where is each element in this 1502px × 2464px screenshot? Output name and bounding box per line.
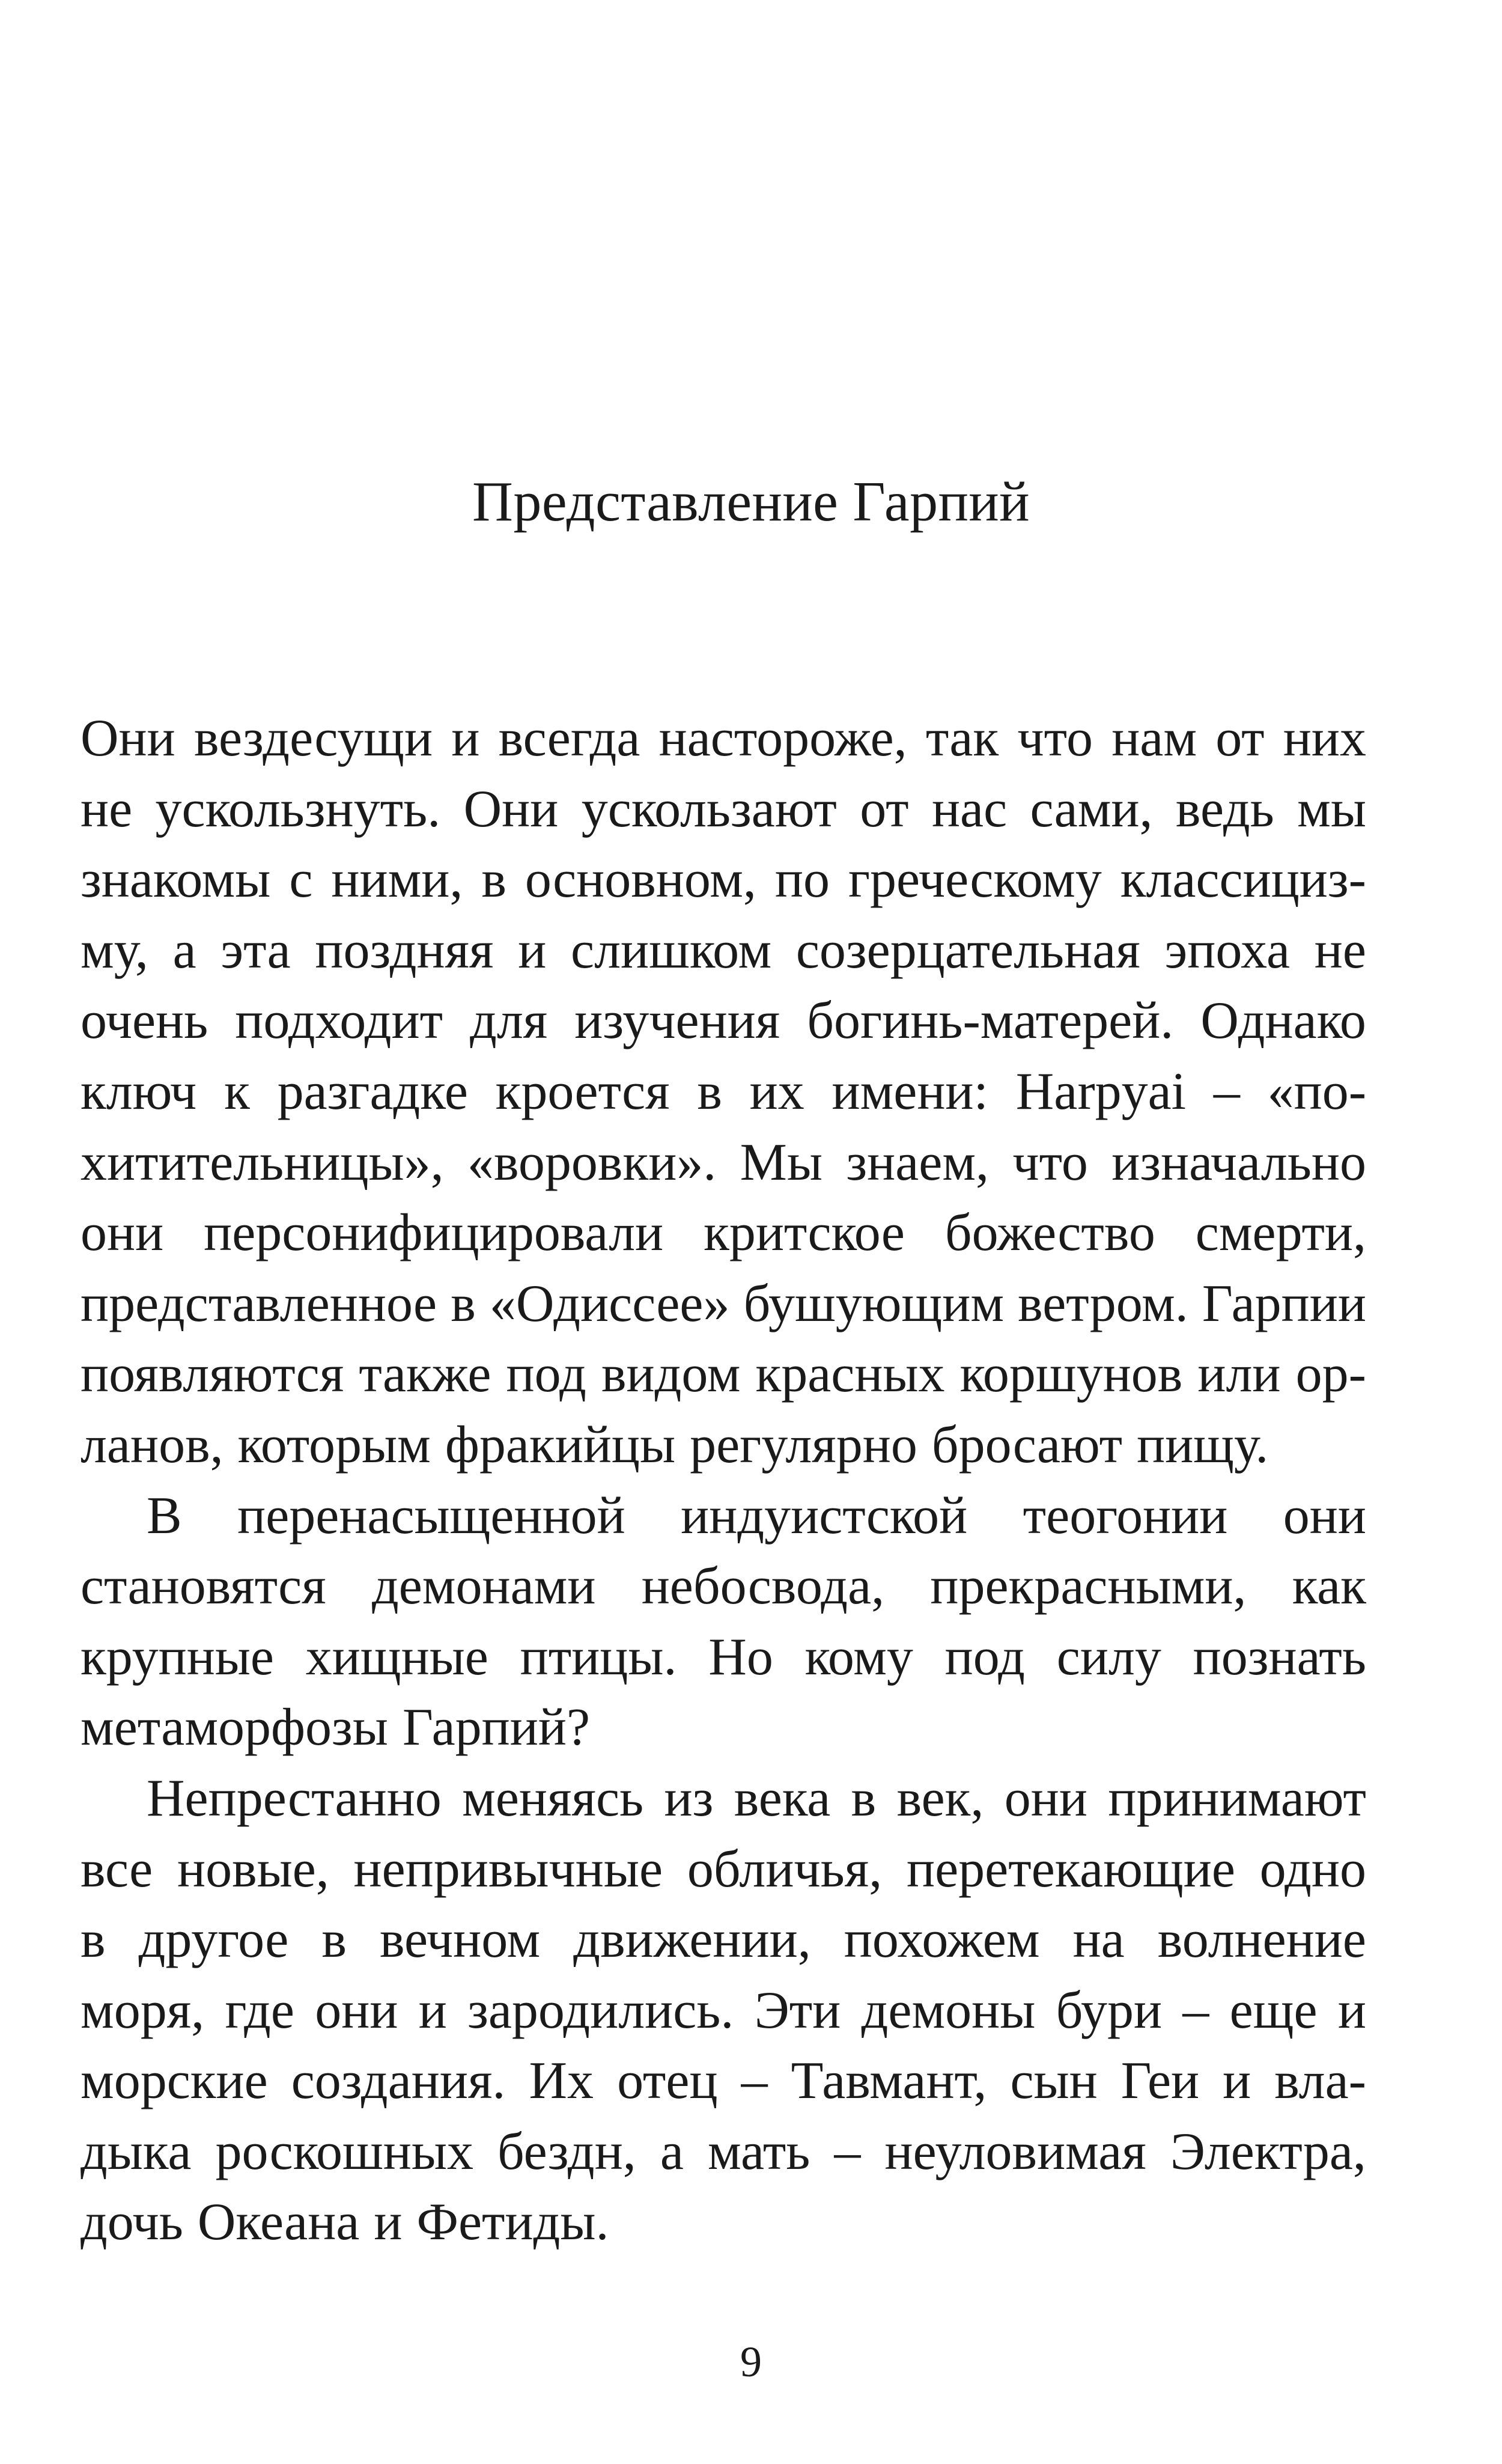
- text-line: [81, 844, 1366, 915]
- word: «по-: [1267, 1062, 1366, 1121]
- text-line: [81, 774, 1366, 845]
- word: ускользают: [581, 779, 837, 838]
- word: перетекающие: [907, 1840, 1235, 1898]
- word: ведь: [1175, 779, 1274, 838]
- word: ор-: [1295, 1345, 1366, 1404]
- word: зародились.: [467, 1981, 734, 2040]
- text-line: [81, 2046, 1366, 2117]
- word: крупные: [81, 1627, 274, 1686]
- text-line: [81, 1975, 1366, 2046]
- word: в: [851, 1769, 877, 1828]
- word: морские: [81, 2052, 268, 2111]
- word: Их: [529, 2052, 594, 2111]
- word: непривычные: [353, 1840, 663, 1898]
- word: пищу.: [1137, 1415, 1269, 1474]
- text-line: [81, 1198, 1366, 1269]
- word: под: [506, 1345, 586, 1404]
- word: му,: [81, 921, 148, 980]
- word: слишком: [571, 921, 772, 980]
- word: которым: [237, 1415, 431, 1474]
- word: ветром.: [1018, 1274, 1188, 1333]
- word: Тавмант,: [791, 2052, 987, 2111]
- word: смерти,: [1195, 1204, 1366, 1263]
- word: Непрестанно: [147, 1769, 442, 1828]
- word: к: [224, 1062, 250, 1121]
- text-line: [81, 703, 1366, 774]
- word: силу: [1056, 1627, 1161, 1686]
- word: разгадке: [277, 1062, 468, 1121]
- word: Они: [81, 709, 175, 767]
- word: от: [860, 779, 909, 838]
- word: коршунов: [959, 1345, 1183, 1404]
- word: волнение: [1157, 1911, 1366, 1969]
- word: нам: [1111, 709, 1197, 767]
- word: эта: [220, 921, 291, 980]
- word: в: [321, 1911, 347, 1969]
- word: «Одиссее»: [489, 1274, 730, 1333]
- word: в: [697, 1062, 722, 1121]
- text-line: [81, 1834, 1366, 1905]
- word: божество: [944, 1204, 1155, 1263]
- word: ланов,: [81, 1415, 223, 1474]
- word: красных: [755, 1345, 945, 1404]
- word: –: [1182, 1981, 1209, 2040]
- word: Геи: [1120, 2052, 1200, 2111]
- word: Мы: [740, 1133, 823, 1192]
- word: вездесущи: [193, 709, 433, 767]
- word: –: [834, 2122, 861, 2181]
- text-line: [81, 1904, 1366, 1975]
- word: Harpyai: [1015, 1062, 1187, 1121]
- word: Электра,: [1170, 2122, 1366, 2181]
- text-line: [81, 915, 1366, 986]
- word: под: [944, 1627, 1026, 1686]
- word: века: [734, 1769, 831, 1828]
- word: в: [81, 1911, 106, 1969]
- word: имени:: [832, 1062, 988, 1121]
- word: что: [1012, 1133, 1088, 1192]
- page-title: Представление Гарпий: [472, 471, 1030, 533]
- word: для: [470, 992, 548, 1051]
- word: моря,: [81, 1981, 205, 2040]
- word: ключ: [81, 1062, 197, 1121]
- word: знаем,: [846, 1133, 990, 1192]
- word: Однако: [1200, 992, 1366, 1051]
- word: похожем: [844, 1911, 1040, 1969]
- word: и: [1337, 1981, 1366, 2040]
- word: и: [1223, 2052, 1251, 2111]
- word: Гарпии: [1202, 1274, 1366, 1333]
- word: они: [81, 1204, 164, 1263]
- text-line: [81, 1410, 1366, 1481]
- word: мы: [1297, 779, 1366, 838]
- word: появляются: [81, 1345, 344, 1404]
- word: век,: [896, 1769, 984, 1828]
- word: а: [172, 921, 196, 980]
- word: настороже,: [658, 709, 907, 767]
- word: хищные: [305, 1627, 488, 1686]
- word: из: [664, 1769, 714, 1828]
- word: новые,: [177, 1840, 329, 1898]
- word: вла-: [1274, 2052, 1366, 2111]
- word: знакомы: [81, 850, 271, 909]
- word: изучения: [574, 992, 780, 1051]
- word: изначально: [1111, 1133, 1366, 1192]
- word: них: [1283, 709, 1366, 767]
- word: роскошных: [215, 2122, 473, 2181]
- word: греческому: [848, 850, 1102, 909]
- text-line: [81, 1057, 1366, 1127]
- word: обличья,: [687, 1840, 883, 1898]
- word: сын: [1010, 2052, 1098, 2111]
- word: «воровки».: [467, 1133, 717, 1192]
- body-text: [81, 703, 1366, 2258]
- word: ускользнуть.: [155, 779, 441, 838]
- word: птицы.: [520, 1627, 677, 1686]
- word: они: [315, 1981, 398, 2040]
- word: неуловимая: [884, 2122, 1146, 2181]
- word: все: [81, 1840, 153, 1898]
- word: в: [451, 1274, 476, 1333]
- word: демонами: [371, 1557, 596, 1616]
- word: хитительницы»,: [81, 1133, 444, 1192]
- text-line: [81, 986, 1366, 1057]
- word: создания.: [291, 2052, 506, 2111]
- word: что: [1017, 709, 1093, 767]
- text-line: [81, 2117, 1366, 2188]
- word: созерцательная: [795, 921, 1140, 980]
- word: прекрасными,: [930, 1557, 1247, 1616]
- text-line: [81, 1551, 1366, 1622]
- word: очень: [81, 992, 208, 1051]
- word: так: [925, 709, 999, 767]
- word: Фетиды.: [416, 2193, 609, 2252]
- word: кроется: [495, 1062, 670, 1121]
- word: не: [1314, 921, 1366, 980]
- word: еще: [1229, 1981, 1318, 2040]
- word: эпоха: [1164, 921, 1291, 980]
- word: на: [1072, 1911, 1125, 1969]
- word: –: [1213, 1062, 1240, 1121]
- word: Но: [708, 1627, 773, 1686]
- word: как: [1292, 1557, 1366, 1616]
- word: представленное: [81, 1274, 437, 1333]
- word: бросают: [931, 1415, 1123, 1474]
- word: и: [418, 1981, 447, 2040]
- word: метаморфозы: [81, 1698, 388, 1757]
- word: и: [451, 709, 480, 767]
- text-line: [81, 1127, 1366, 1198]
- word: бури: [1056, 1981, 1163, 2040]
- word: от: [1215, 709, 1265, 767]
- text-line: [81, 1692, 1366, 1763]
- word: их: [749, 1062, 804, 1121]
- word: Они: [463, 779, 559, 838]
- word: ними,: [331, 850, 463, 909]
- word: и: [518, 921, 547, 980]
- word: основном,: [524, 850, 756, 909]
- word: они: [1004, 1769, 1087, 1828]
- word: –: [741, 2052, 768, 2111]
- word: или: [1197, 1345, 1281, 1404]
- word: где: [225, 1981, 294, 2040]
- text-line: [81, 2187, 1366, 2258]
- word: Эти: [754, 1981, 841, 2040]
- word: Гарпий?: [402, 1698, 591, 1757]
- text-line: [81, 1481, 1366, 1552]
- word: классициз-: [1120, 850, 1366, 909]
- word: перенасыщенной: [237, 1486, 625, 1545]
- word: фракийцы: [445, 1415, 676, 1474]
- word: также: [359, 1345, 491, 1404]
- word: дыка: [81, 2122, 192, 2181]
- word: небосвода,: [641, 1557, 885, 1616]
- word: меняясь: [462, 1769, 644, 1828]
- word: одно: [1259, 1840, 1366, 1898]
- word: и: [374, 2193, 403, 2252]
- word: нас: [931, 779, 1008, 838]
- word: подходит: [235, 992, 443, 1051]
- text-line: [81, 1339, 1366, 1410]
- word: дочь: [81, 2193, 183, 2252]
- word: Океана: [197, 2193, 360, 2252]
- word: критское: [704, 1204, 905, 1263]
- text-line: [81, 1763, 1366, 1834]
- word: В: [147, 1486, 182, 1545]
- word: становятся: [81, 1557, 326, 1616]
- word: отец: [617, 2052, 718, 2111]
- word: мать: [707, 2122, 810, 2181]
- word: принимают: [1108, 1769, 1366, 1828]
- word: всегда: [498, 709, 640, 767]
- word: познать: [1193, 1627, 1366, 1686]
- word: с: [289, 850, 313, 909]
- word: движении,: [573, 1911, 811, 1969]
- word: видом: [601, 1345, 741, 1404]
- text-line: [81, 1269, 1366, 1340]
- word: демоны: [861, 1981, 1036, 2040]
- word: кому: [804, 1627, 913, 1686]
- word: персонифицировали: [204, 1204, 664, 1263]
- word: они: [1283, 1486, 1366, 1545]
- word: бездн,: [497, 2122, 636, 2181]
- text-line: [81, 1622, 1366, 1693]
- word: вечном: [379, 1911, 541, 1969]
- word: бушующим: [743, 1274, 1005, 1333]
- word: индуистской: [681, 1486, 968, 1545]
- word: по: [774, 850, 830, 909]
- word: регулярно: [690, 1415, 917, 1474]
- page-number: 9: [740, 2338, 762, 2386]
- word: не: [81, 779, 133, 838]
- word: богинь-матерей.: [807, 992, 1174, 1051]
- word: поздняя: [315, 921, 494, 980]
- word: а: [660, 2122, 684, 2181]
- word: другое: [138, 1911, 289, 1969]
- word: сами,: [1030, 779, 1153, 838]
- word: теогонии: [1023, 1486, 1228, 1545]
- word: в: [481, 850, 506, 909]
